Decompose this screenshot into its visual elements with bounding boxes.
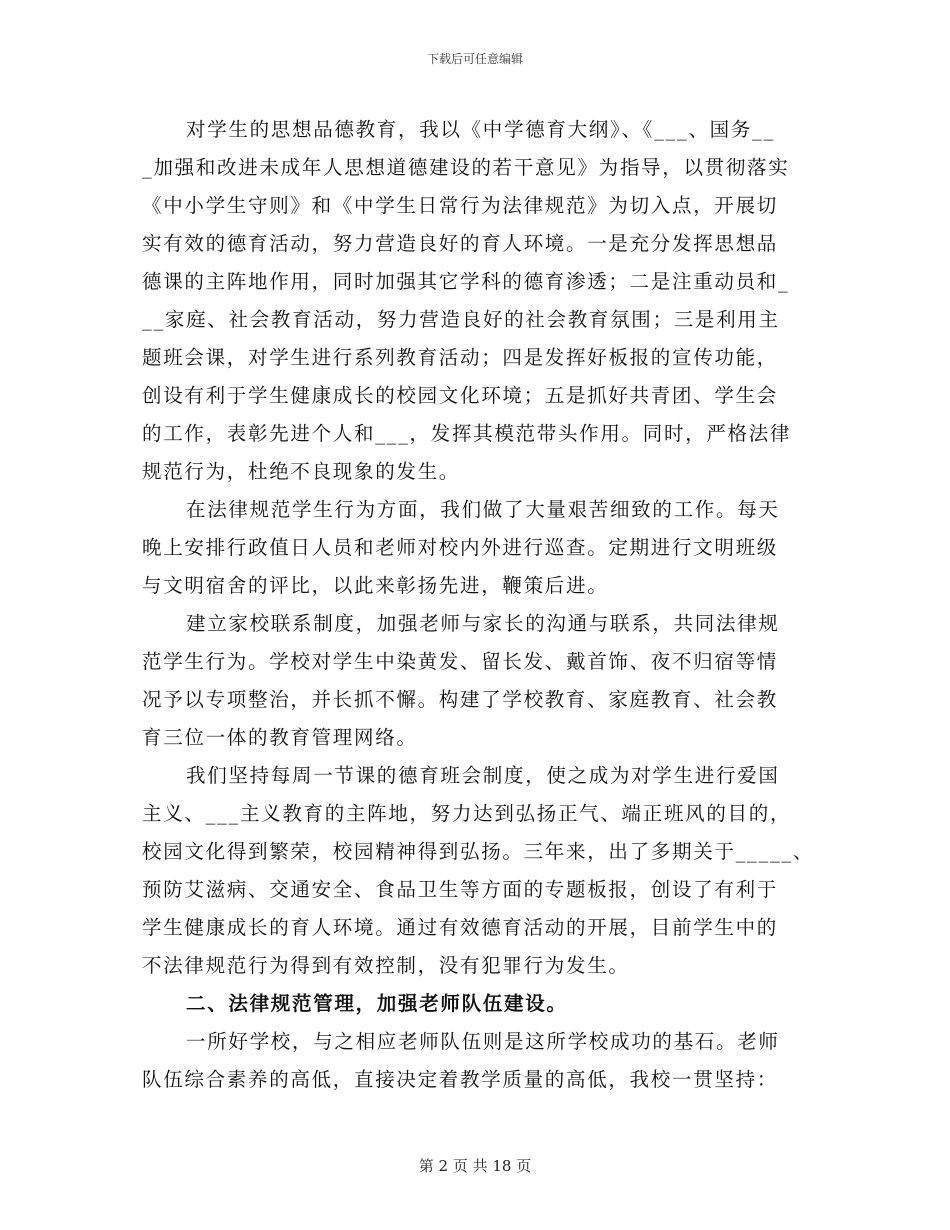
text-line: 况予以专项整治，并长抓不懈。构建了学校教育、家庭教育、社会教 <box>142 688 779 711</box>
text-line: 学生健康成长的育人环境。通过有效德育活动的开展，目前学生中的 <box>142 916 779 939</box>
section-heading: 二、法律规范管理，加强老师队伍建设。 <box>186 992 568 1015</box>
page-header: 下载后可任意编辑 <box>426 52 523 66</box>
text-line: 建立家校联系制度，加强老师与家长的沟通与联系，共同法律规 <box>186 612 780 635</box>
text-line: 题班会课，对学生进行系列教育活动；四是发挥好板报的宣传功能， <box>142 346 779 369</box>
text-line: 主义、___主义教育的主阵地，努力达到弘扬正气、端正班风的目的， <box>142 802 792 825</box>
body-text <box>142 111 815 1099</box>
text-line: 《中小学生守则》和《中学生日常行为法律规范》为切入点，开展切 <box>142 194 779 217</box>
text-line: 校园文化得到繁荣，校园精神得到弘扬。三年来，出了多期关于_____、 <box>142 840 815 863</box>
text-line: 与文明宿舍的评比，以此来彰扬先进，鞭策后进。 <box>142 574 609 597</box>
text-line: __家庭、社会教育活动，努力营造良好的社会教育氛围；三是利用主 <box>142 308 780 331</box>
text-line: 范学生行为。学校对学生中染黄发、留长发、戴首饰、夜不归宿等情 <box>142 650 779 673</box>
text-line: _加强和改进未成年人思想道德建设的若干意见》为指导，以贯彻落实 <box>142 156 790 179</box>
text-line: 对学生的思想品德教育，我以《中学德育大纲》、《___、国务__ <box>186 118 775 141</box>
page-footer: 第 2 页 共 18 页 <box>418 1157 532 1175</box>
text-line: 预防艾滋病、交通安全、食品卫生等方面的专题板报，创设了有利于 <box>142 878 779 901</box>
text-line: 实有效的德育活动，努力营造良好的育人环境。一是充分发挥思想品 <box>142 232 779 255</box>
text-line: 在法律规范学生行为方面，我们做了大量艰苦细致的工作。每天 <box>186 498 780 521</box>
text-line: 育三位一体的教育管理网络。 <box>142 726 418 749</box>
text-line: 我们坚持每周一节课的德育班会制度，使之成为对学生进行爱国 <box>186 764 780 787</box>
text-line: 的工作，表彰先进个人和___，发挥其模范带头作用。同时，严格法律 <box>142 422 792 445</box>
text-line: 德课的主阵地作用，同时加强其它学科的德育渗透；二是注重动员和_ <box>142 270 790 293</box>
text-line: 规范行为，杜绝不良现象的发生。 <box>142 460 461 483</box>
text-line: 创设有利于学生健康成长的校园文化环境；五是抓好共青团、学生会 <box>142 384 779 407</box>
text-line: 不法律规范行为得到有效控制，没有犯罪行为发生。 <box>142 954 630 977</box>
text-line: 队伍综合素养的高低，直接决定着教学质量的高低，我校一贯坚持： <box>142 1068 779 1091</box>
text-line: 一所好学校，与之相应老师队伍则是这所学校成功的基石。老师 <box>186 1030 780 1053</box>
text-line: 晚上安排行政值日人员和老师对校内外进行巡查。定期进行文明班级 <box>142 536 779 559</box>
